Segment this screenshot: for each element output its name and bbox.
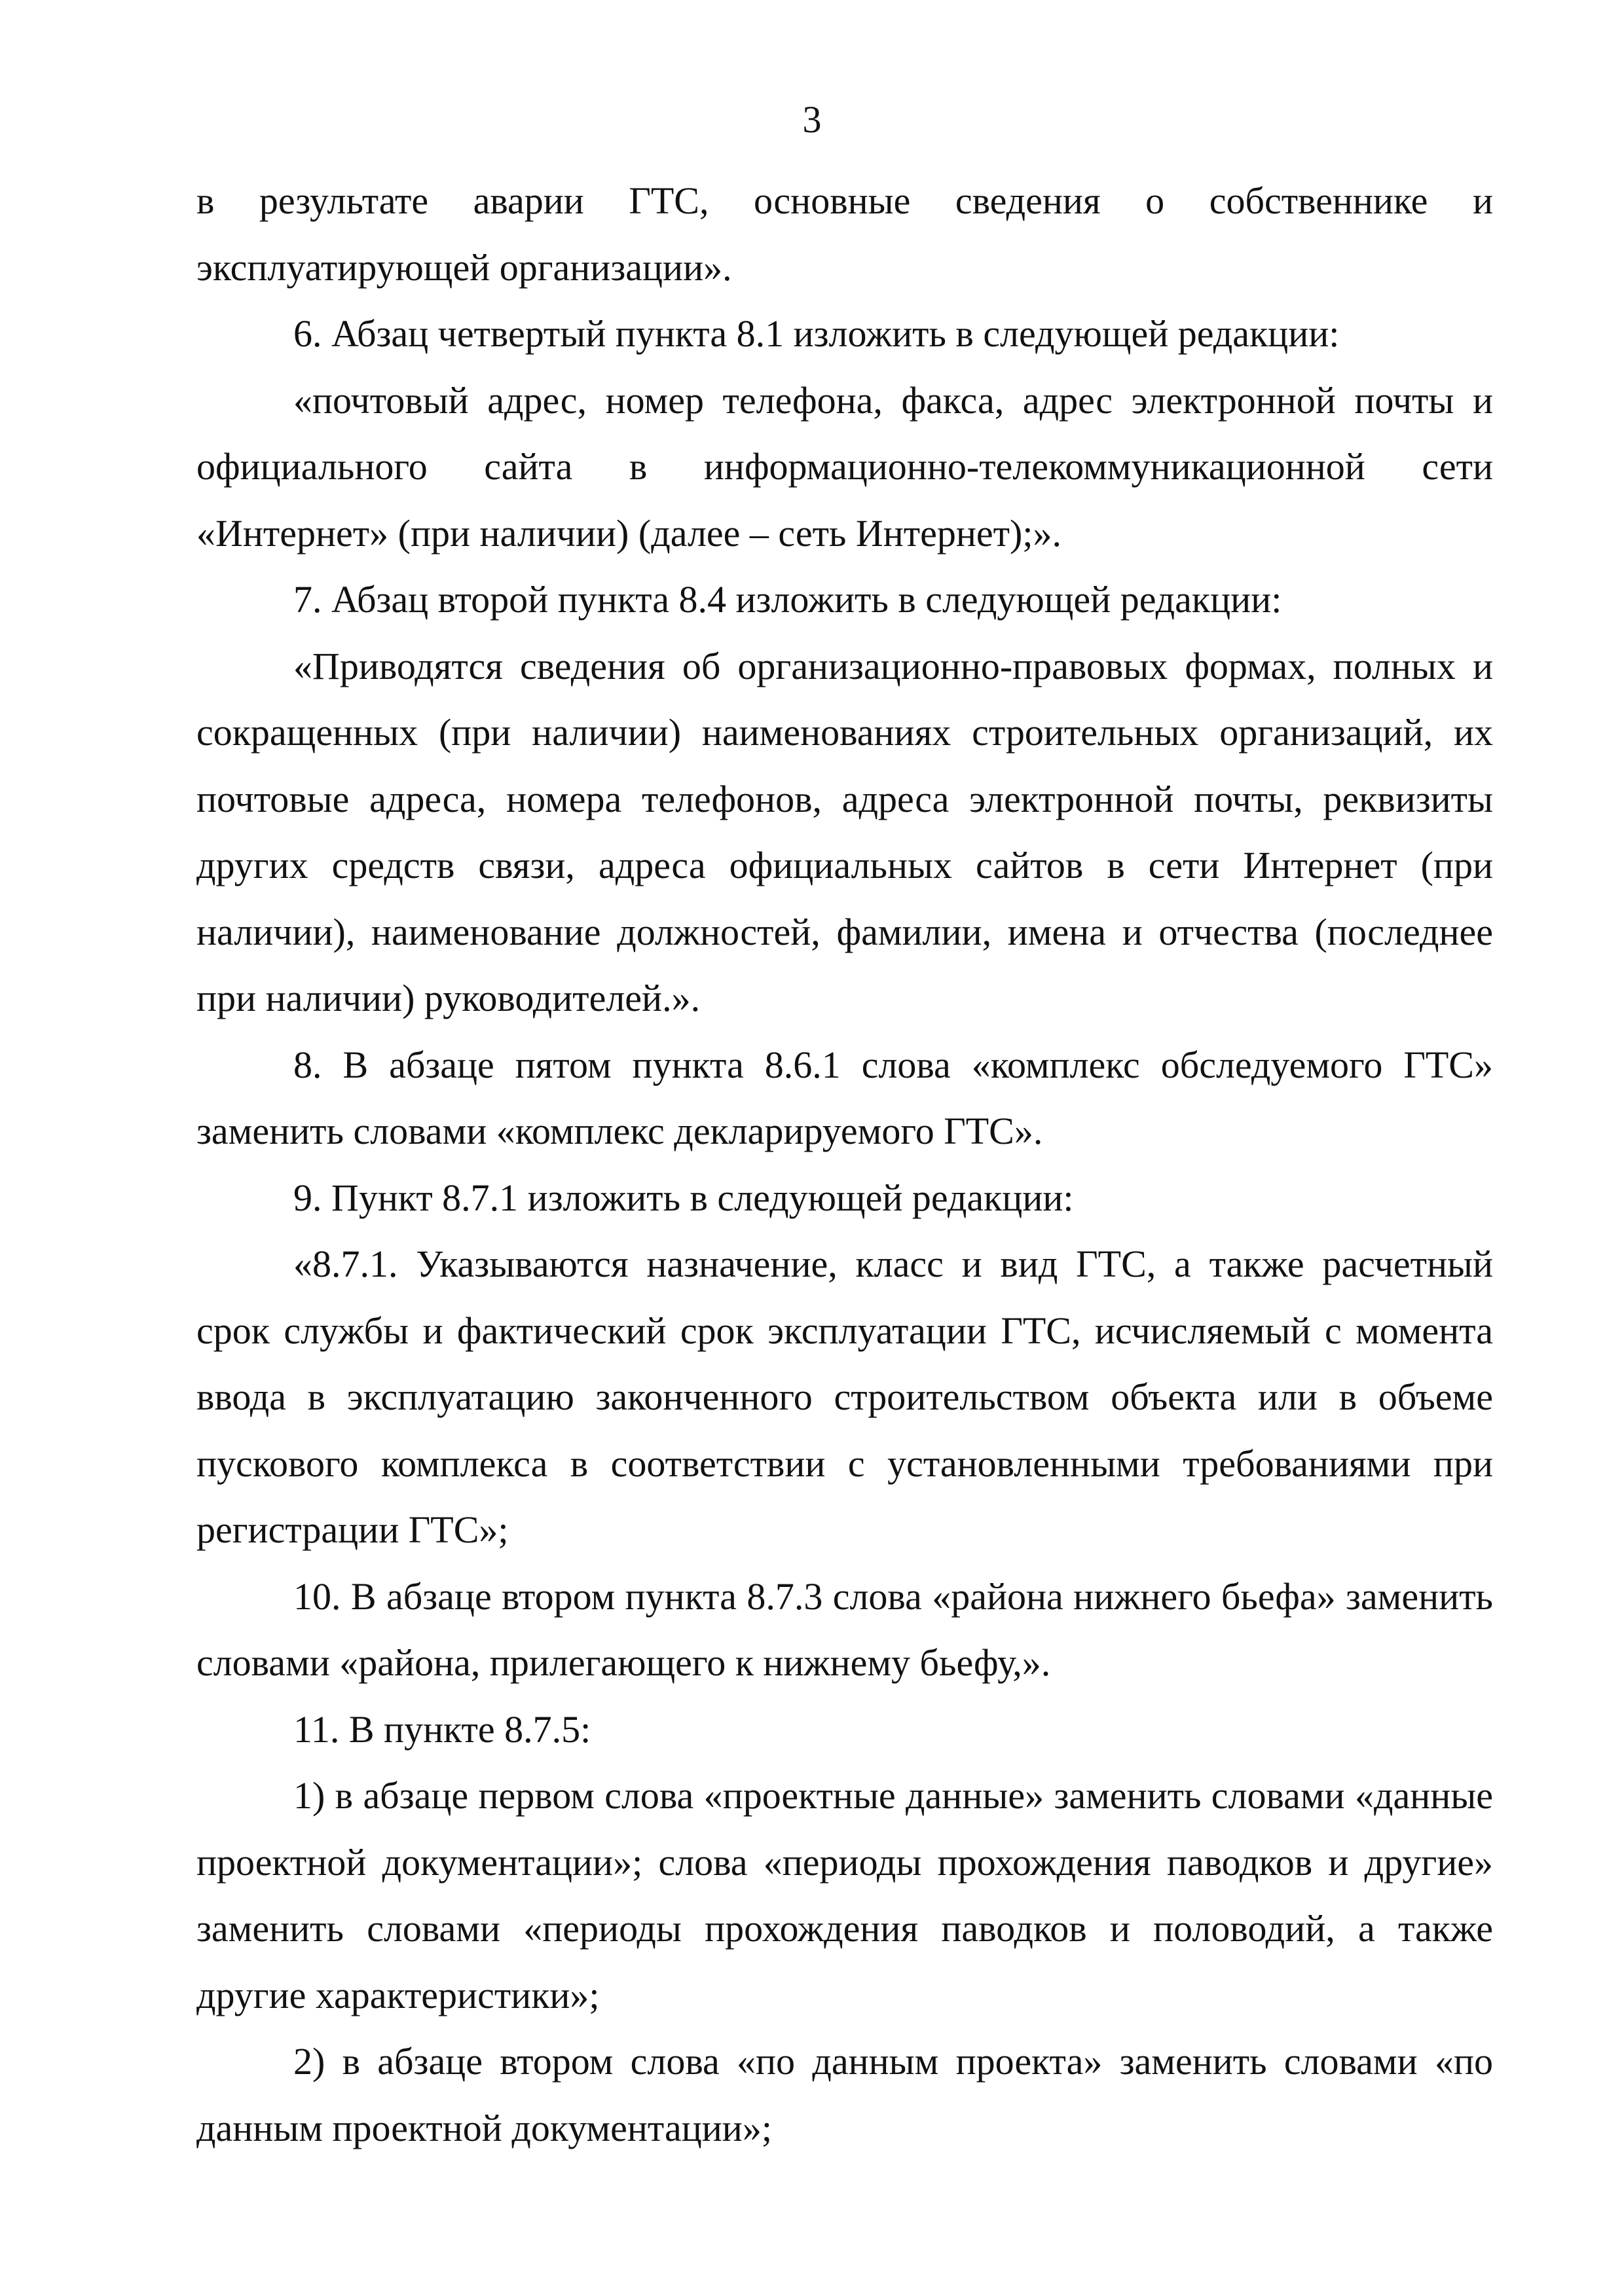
- paragraph-item-11-subitem-2: 2) в абзаце втором слова «по данным проекта» заменить словами «по данным проектной документации»;: [196, 2040, 1493, 2149]
- paragraph-item-11: 11. В пункте 8.7.5:: [293, 1707, 591, 1751]
- paragraph-item-6-text: «почтовый адрес, номер телефона, факса, адрес электронной почты и официального сайта в информационно-телекоммуникационной сети «Интернет» (при наличии) (далее – сеть Интернет);».: [196, 378, 1493, 555]
- paragraph-item-8: 8. В абзаце пятом пункта 8.6.1 слова «комплекс обследуемого ГТС» заменить словами «комплекс декларируемого ГТС».: [196, 1043, 1493, 1152]
- paragraph-item-7-text: «Приводятся сведения об организационно-правовых формах, полных и сокращенных (при наличии) наименованиях строительных организаций, их почтовые адреса, номера телефонов, адреса электронной почты, реквизиты других средств связи, адреса официальных сайтов в сети Интернет (при наличии), наименование должностей, фамилии, имена и отчества (последнее при наличии) руководителей.».: [196, 644, 1493, 1019]
- page-number: 3: [802, 98, 822, 141]
- paragraph-item-7: 7. Абзац второй пункта 8.4 изложить в следующей редакции:: [293, 578, 1282, 621]
- paragraph-item-9-text: «8.7.1. Указываются назначение, класс и вид ГТС, а также расчетный срок службы и фактический срок эксплуатации ГТС, исчисляемый с момента ввода в эксплуатацию законченного строительством объекта или в объеме пускового комплекса в соответствии с установленными требованиями при регистрации ГТС»;: [196, 1243, 1493, 1551]
- paragraph-item-6: 6. Абзац четвертый пункта 8.1 изложить в следующей редакции:: [293, 312, 1340, 355]
- document-body: [196, 168, 1493, 2161]
- paragraph-item-11-subitem-1: 1) в абзаце первом слова «проектные данные» заменить словами «данные проектной документации»; слова «периоды прохождения паводков и другие» заменить словами «периоды прохождения паводков и половодий, а также другие характеристики»;: [196, 1774, 1493, 2016]
- paragraph-continuation: в результате аварии ГТС, основные сведения о собственнике и эксплуатирующей организации».: [196, 179, 1493, 289]
- paragraph-item-10: 10. В абзаце втором пункта 8.7.3 слова «района нижнего бьефа» заменить словами «района, прилегающего к нижнему бьефу,».: [196, 1575, 1493, 1684]
- paragraph-item-9: 9. Пункт 8.7.1 изложить в следующей редакции:: [293, 1176, 1074, 1219]
